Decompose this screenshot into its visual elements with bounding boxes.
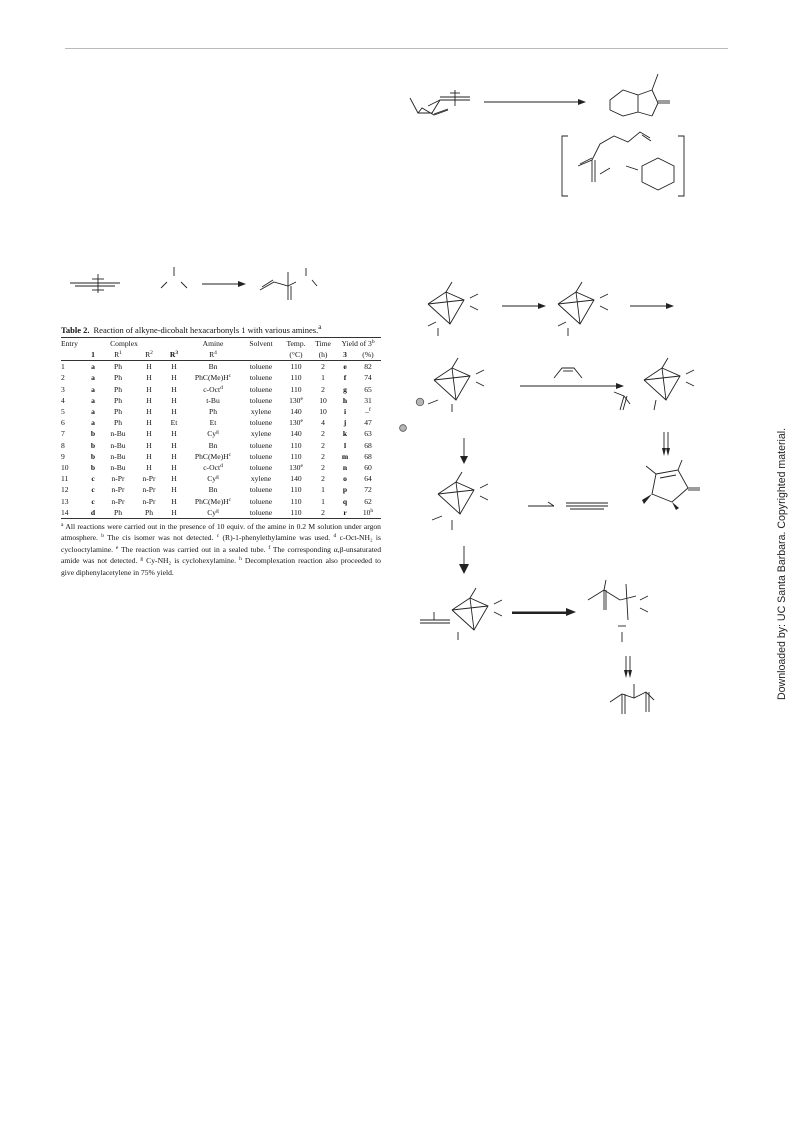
cell-r2: n-Pr — [142, 496, 156, 506]
col-r3: $R^3$ — [163, 349, 185, 361]
cell-r3: H — [171, 496, 177, 506]
footnote-text: The corresponding α,β-unsaturated amide was not detected. — [61, 544, 381, 566]
table-row — [61, 406, 381, 417]
cell-time: 2 — [321, 440, 325, 450]
cell-yield: 63 — [364, 429, 372, 439]
cell-temp: 140 — [290, 429, 302, 439]
table-title-mark: a — [318, 323, 322, 331]
cell-p: f — [343, 373, 347, 383]
footnote-mark: f — [268, 544, 271, 551]
cell-amine: Et — [209, 418, 217, 428]
cell-c: a — [91, 384, 95, 394]
cell-p: h — [342, 395, 348, 405]
cell-amine: $PhC(Me)H^c$ — [194, 373, 232, 383]
cell-p: i — [343, 407, 347, 417]
cell-amine: Cy$^g$ — [207, 429, 219, 439]
cell-c: a — [91, 373, 95, 383]
header-rule — [65, 48, 728, 49]
cell-c: b — [90, 451, 96, 461]
cell-temp: 140 — [290, 474, 302, 484]
cell-entry: 4 — [61, 395, 65, 405]
table-label: Table 2. — [61, 324, 90, 335]
table-row — [61, 473, 381, 484]
cell-solvent: toluene — [249, 395, 273, 405]
cell-c: d — [85, 507, 101, 519]
cell-solvent: toluene — [249, 384, 273, 394]
cell-r1: Ph — [113, 362, 123, 372]
footnote-mark: h — [239, 556, 242, 563]
cell-r3: H — [171, 429, 177, 439]
cell-time: 2 — [321, 429, 325, 439]
cell-r2: n-Pr — [142, 485, 156, 495]
cell-solvent: toluene — [249, 496, 273, 506]
table-row — [61, 451, 381, 462]
cell-c: a — [91, 407, 95, 417]
cell-r2: H — [146, 418, 152, 428]
cell-r3: H — [171, 362, 177, 372]
cell-p: e — [343, 362, 347, 372]
cell-solvent: toluene — [249, 418, 273, 428]
cell-entry: 1 — [61, 362, 65, 372]
cell-r3: H — [171, 463, 177, 473]
cell-entry: 9 — [61, 451, 65, 461]
cell-amine: Ph — [208, 407, 218, 417]
col-r4: $R^4$ — [185, 349, 241, 361]
cell-r3: H — [171, 451, 177, 461]
cell-r3: Et — [170, 418, 178, 428]
cell-p: j — [343, 418, 347, 428]
footnote-mark: c — [216, 533, 220, 540]
cell-amine: Bn — [208, 485, 218, 495]
cell-r1: Ph — [113, 407, 123, 417]
cell-entry: 7 — [61, 429, 65, 439]
cell-r3: H — [163, 507, 185, 519]
table-row — [61, 428, 381, 439]
cell-r3: H — [171, 407, 177, 417]
cell-r1: Ph — [113, 384, 123, 394]
cell-p: g — [343, 384, 347, 394]
cell-r2: H — [146, 373, 152, 383]
footnote-mark: b — [101, 533, 104, 540]
cell-solvent: toluene — [249, 362, 273, 372]
cell-p: n — [342, 463, 348, 473]
col-three: 3 — [335, 349, 355, 361]
cell-solvent: xylene — [250, 429, 272, 439]
table-row — [61, 384, 381, 395]
table-row — [61, 417, 381, 428]
cell-c: c — [91, 485, 95, 495]
cell-yield: 68 — [364, 440, 372, 450]
table-grid — [61, 338, 381, 519]
table-row — [61, 440, 381, 451]
cell-p: r — [335, 507, 355, 519]
cell-p: p — [342, 485, 348, 495]
cell-c: a — [91, 395, 95, 405]
cell-temp: 110 — [290, 451, 302, 461]
cell-yield: 68 — [364, 451, 372, 461]
cell-c: c — [91, 474, 95, 484]
cell-yield: 82 — [364, 362, 372, 372]
table-row — [61, 484, 381, 495]
col-amine: Amine — [202, 338, 224, 348]
col-r1: $R^1$ — [101, 349, 135, 361]
cell-yield: 60 — [364, 463, 372, 473]
cell-temp: 110 — [290, 496, 302, 506]
table-2 — [61, 322, 381, 578]
col-entry: Entry — [61, 338, 78, 348]
col-temp: Temp. — [286, 338, 306, 348]
cell-r1: Ph — [113, 418, 123, 428]
cell-entry: 3 — [61, 384, 65, 394]
cell-time: 10 — [319, 407, 327, 417]
footnote-mark: e — [115, 544, 119, 551]
table-caption — [61, 322, 381, 338]
table-footnotes — [61, 521, 381, 578]
cell-r3: H — [171, 474, 177, 484]
cell-solvent: xylene — [250, 407, 272, 417]
cell-time: 1 — [321, 373, 325, 383]
cell-temp: 140 — [290, 407, 302, 417]
cell-yield: –$^f$ — [365, 407, 371, 417]
cell-solvent: toluene — [249, 463, 273, 473]
cell-yield: 47 — [364, 418, 372, 428]
cell-entry: 2 — [61, 373, 65, 383]
cell-r1: n-Bu — [110, 463, 126, 473]
cell-solvent: toluene — [249, 440, 273, 450]
cell-temp: 130e — [289, 418, 303, 428]
cell-amine: t-Bu — [206, 395, 220, 405]
table-header-row-2 — [61, 349, 381, 361]
cell-temp: 110 — [290, 362, 302, 372]
cell-r1: n-Pr — [111, 474, 125, 484]
cell-entry: 6 — [61, 418, 65, 428]
footnote-text: The cis isomer was not detected. — [107, 533, 214, 543]
cell-yield: 31 — [364, 395, 372, 405]
cell-r3: H — [171, 384, 177, 394]
footnote-text: Decomplexation reaction also proceeded to give diphenylacetylene in 75% yield. — [61, 556, 381, 577]
table-body — [61, 361, 381, 519]
cell-solvent: toluene — [241, 507, 281, 519]
col-complex: Complex — [110, 338, 138, 348]
cell-r1: n-Pr — [111, 485, 125, 495]
cell-time: 2 — [321, 451, 325, 461]
cell-entry: 10 — [61, 463, 69, 473]
cell-entry: 8 — [61, 440, 65, 450]
cell-time: 10 — [319, 395, 327, 405]
footnote-text: c-Oct-NH₂ is cyclooctylamine. — [61, 533, 381, 554]
cell-yield: 62 — [364, 496, 372, 506]
cell-r2: H — [146, 429, 152, 439]
cell-p: k — [342, 429, 348, 439]
cell-r2: H — [146, 362, 152, 372]
cell-time: 2 — [321, 474, 325, 484]
cell-time: 4 — [321, 418, 325, 428]
cell-p: m — [341, 451, 349, 461]
col-solvent: Solvent — [249, 338, 273, 348]
footnote-text: All reactions were carried out in the presence of 10 equiv. of the amine in 0.2 M solution under argon atmosphere. — [61, 522, 381, 543]
table-row — [61, 496, 381, 507]
footnote-text: Cy-NH₂ is cyclohexylamine. — [146, 556, 237, 566]
cell-solvent: toluene — [249, 451, 273, 461]
table-row — [61, 372, 381, 383]
cell-r1: n-Bu — [110, 440, 126, 450]
cell-yield: 10$^h$ — [355, 507, 381, 519]
col-one: 1 — [85, 349, 101, 361]
cell-amine: c-Oct$^d$ — [203, 463, 223, 473]
cell-temp: 110 — [290, 440, 302, 450]
cell-yield: 64 — [364, 474, 372, 484]
cell-entry: 13 — [61, 496, 69, 506]
cell-c: a — [91, 418, 95, 428]
cell-c: b — [90, 463, 96, 473]
cell-time: 2 — [321, 384, 325, 394]
cell-p: l — [343, 440, 347, 450]
cell-r2: H — [146, 463, 152, 473]
cell-r2: Ph — [135, 507, 163, 519]
cell-amine: c-Oct$^d$ — [203, 384, 223, 394]
cell-r3: H — [171, 373, 177, 383]
table-title: Reaction of alkyne-dicobalt hexacarbonyls 1 with various amines. — [93, 324, 319, 335]
col-time-unit: (h) — [311, 349, 335, 361]
cell-amine: $PhC(Me)H^c$ — [194, 496, 232, 506]
cell-temp: 110 — [290, 485, 302, 495]
cell-r1: n-Pr — [111, 496, 125, 506]
footnote-text: (R)-1-phenylethylamine was used. — [222, 533, 331, 543]
cell-yield: 72 — [364, 485, 372, 495]
cell-solvent: toluene — [249, 485, 273, 495]
table-row — [61, 395, 381, 406]
footnote-text: The reaction was carried out in a sealed tube. — [121, 544, 266, 554]
cell-amine: $PhC(Me)H^c$ — [194, 451, 232, 461]
table-header-row-1 — [61, 338, 381, 349]
cell-amine: Cy$^g$ — [185, 507, 241, 519]
cell-yield: 74 — [364, 373, 372, 383]
footnote-mark: d — [333, 533, 337, 540]
table-row — [61, 507, 381, 519]
cell-temp: 130e — [289, 395, 303, 405]
col-time: Time — [315, 338, 331, 348]
cell-r1: Ph — [113, 395, 123, 405]
cell-entry: 14 — [61, 507, 85, 519]
cell-amine: Bn — [208, 362, 218, 372]
cell-r2: H — [146, 440, 152, 450]
cell-amine: Cy$^g$ — [207, 474, 219, 484]
cell-r1: Ph — [101, 507, 135, 519]
col-r2: $R^2$ — [135, 349, 163, 361]
cell-temp: 110 — [290, 384, 302, 394]
cell-yield: 65 — [364, 384, 372, 394]
scheme-intramolecular — [400, 70, 700, 202]
cell-temp: 110 — [281, 507, 311, 519]
cell-temp: 130e — [289, 463, 303, 473]
cell-c: a — [91, 362, 95, 372]
cell-r2: H — [146, 395, 152, 405]
footnote-mark: a — [61, 522, 64, 529]
cell-solvent: xylene — [250, 474, 272, 484]
cell-r3: H — [171, 485, 177, 495]
cell-c: b — [90, 429, 96, 439]
scheme-mechanism — [398, 280, 708, 720]
footnote-mark: g — [140, 556, 144, 563]
cell-time: 2 — [321, 362, 325, 372]
cell-r2: H — [146, 384, 152, 394]
cell-amine: Bn — [208, 440, 218, 450]
cell-r3: H — [171, 440, 177, 450]
cell-c: b — [90, 440, 96, 450]
cell-c: c — [91, 496, 95, 506]
cell-r1: Ph — [113, 373, 123, 383]
cell-r1: n-Bu — [110, 429, 126, 439]
cell-entry: 5 — [61, 407, 65, 417]
table-row — [61, 361, 381, 373]
cell-entry: 11 — [61, 474, 69, 484]
cell-r2: n-Pr — [142, 474, 156, 484]
col-temp-unit: (°C) — [281, 349, 311, 361]
cell-time: 1 — [321, 485, 325, 495]
cell-r2: H — [146, 451, 152, 461]
cell-time: 2 — [321, 463, 325, 473]
col-yield: Yield of 3$^b$ — [341, 338, 375, 348]
col-pct: (%) — [355, 349, 381, 361]
cell-r1: n-Bu — [110, 451, 126, 461]
cell-p: o — [343, 474, 347, 484]
cell-solvent: toluene — [249, 373, 273, 383]
cell-temp: 110 — [290, 373, 302, 383]
table-row — [61, 462, 381, 473]
cell-r3: H — [171, 395, 177, 405]
scheme-alkyne-to-diene — [60, 262, 360, 312]
cell-entry: 12 — [61, 485, 69, 495]
cell-r2: H — [146, 407, 152, 417]
cell-time: 2 — [311, 507, 335, 519]
watermark: Downloaded by: UC Santa Barbara. Copyrighted material. — [776, 427, 788, 700]
cell-time: 1 — [321, 496, 325, 506]
cell-p: q — [342, 496, 348, 506]
